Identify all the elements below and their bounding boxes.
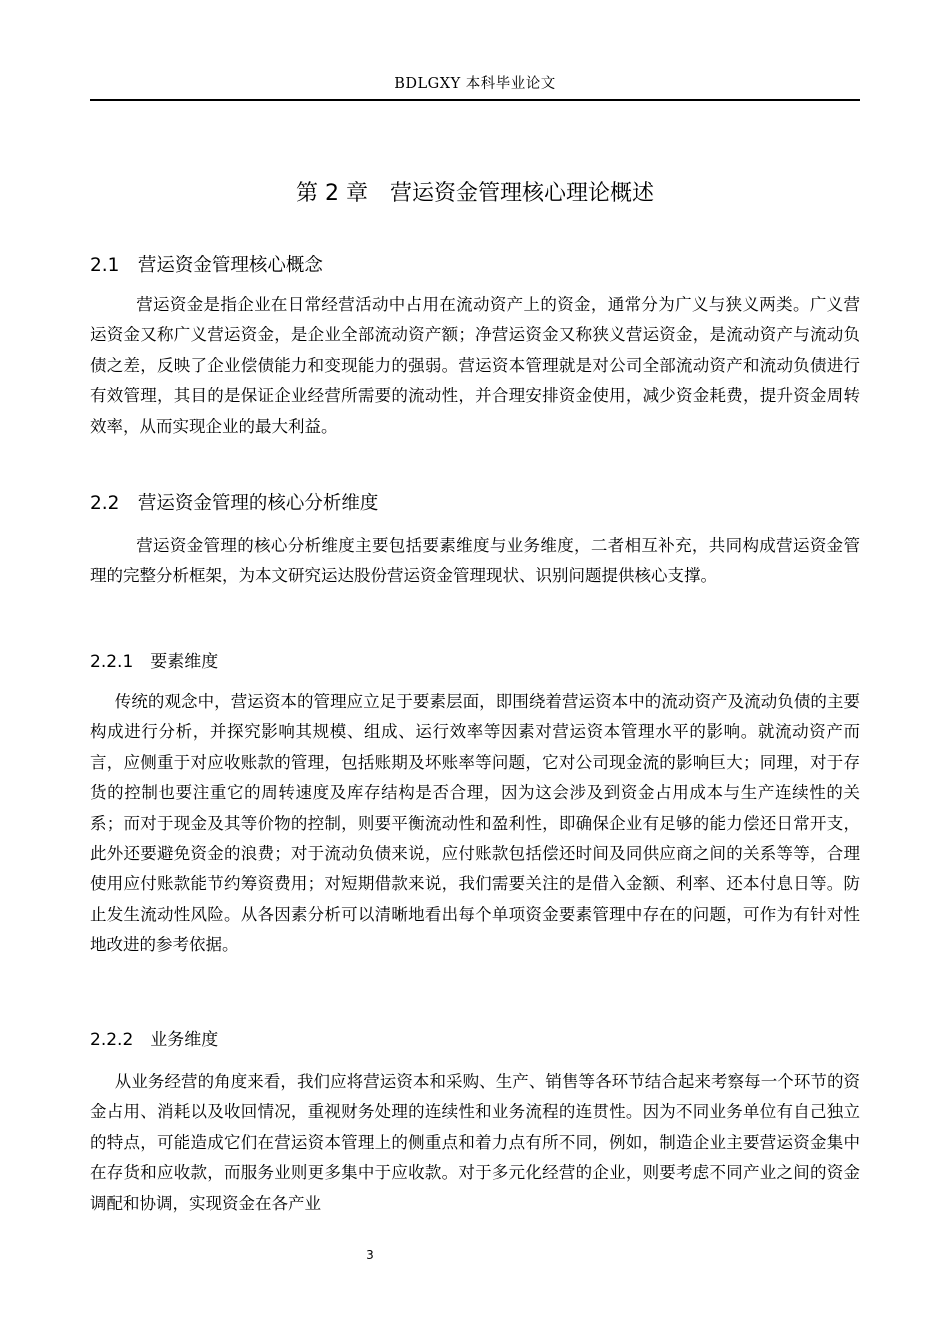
section-heading-2-1: 2.1 营运资金管理核心概念	[90, 255, 323, 276]
section-2-2-paragraph: 营运资金管理的核心分析维度主要包括要素维度与业务维度，二者相互补充，共同构成营运资金管理的完整分析框架，为本文研究运达股份营运资金管理现状、识别问题提供核心支撑。	[90, 536, 860, 586]
subsection-2-2-2-paragraph: 从业务经营的角度来看，我们应将营运资本和采购、生产、销售等各环节结合起来考察每一个环节的资金占用、消耗以及收回情况，重视财务处理的连续性和业务流程的连贯性。因为不同业务单位有自己独立的特点，可能造成它们在营运资本管理上的侧重点和着力点有所不同，例如，制造企业主要营运资金集中在存货和应收款，而服务业则更多集中于应收款。对于多元化经营的企业，则要考虑不同产业之间的资金调配和协调，实现资金在各产业	[90, 1072, 860, 1213]
subsection-2-2-1-paragraph: 传统的观念中，营运资本的管理应立足于要素层面，即围绕着营运资本中的流动资产及流动负债的主要构成进行分析，并探究影响其规模、组成、运行效率等因素对营运资本管理水平的影响。就流动资产而言，应侧重于对应收账款的管理，包括账期及坏账率等问题，它对公司现金流的影响巨大；同理，对于存货的控制也要注重它的周转速度及库存结构是否合理，因为这会涉及到资金占用成本与生产连续性的关系；而对于现金及其等价物的控制，则要平衡流动性和盈利性，即确保企业有足够的能力偿还日常开支，此外还要避免资金的浪费；对于流动负债来说，应付账款包括偿还时间及同供应商之间的关系等等，合理使用应付账款能节约筹资费用；对短期借款来说，我们需要关注的是借入金额、利率、还本付息日等。防止发生流动性风险。从各因素分析可以清晰地看出每个单项资金要素管理中存在的问题，可作为有针对性地改进的参考依据。	[90, 692, 860, 955]
section-heading-2-2: 2.2 营运资金管理的核心分析维度	[90, 493, 379, 514]
header-rule	[90, 99, 860, 101]
subsection-heading-2-2-1: 2.2.1 要素维度	[90, 652, 219, 672]
chapter-title: 第 2 章 营运资金管理核心理论概述	[296, 181, 654, 206]
page-number: 3	[366, 1248, 374, 1262]
subsection-heading-2-2-2: 2.2.2 业务维度	[90, 1030, 219, 1050]
running-header: BDLGXY 本科毕业论文	[394, 76, 556, 92]
section-2-1-paragraph: 营运资金是指企业在日常经营活动中占用在流动资产上的资金，通常分为广义与狭义两类。广义营运资金又称广义营运资金，是企业全部流动资产额；净营运资金又称狭义营运资金，是流动资产与流动负债之差，反映了企业偿债能力和变现能力的强弱。营运资本管理就是对公司全部流动资产和流动负债进行有效管理，其目的是保证企业经营所需要的流动性，并合理安排资金使用，减少资金耗费，提升资金周转效率，从而实现企业的最大利益。	[90, 295, 860, 436]
